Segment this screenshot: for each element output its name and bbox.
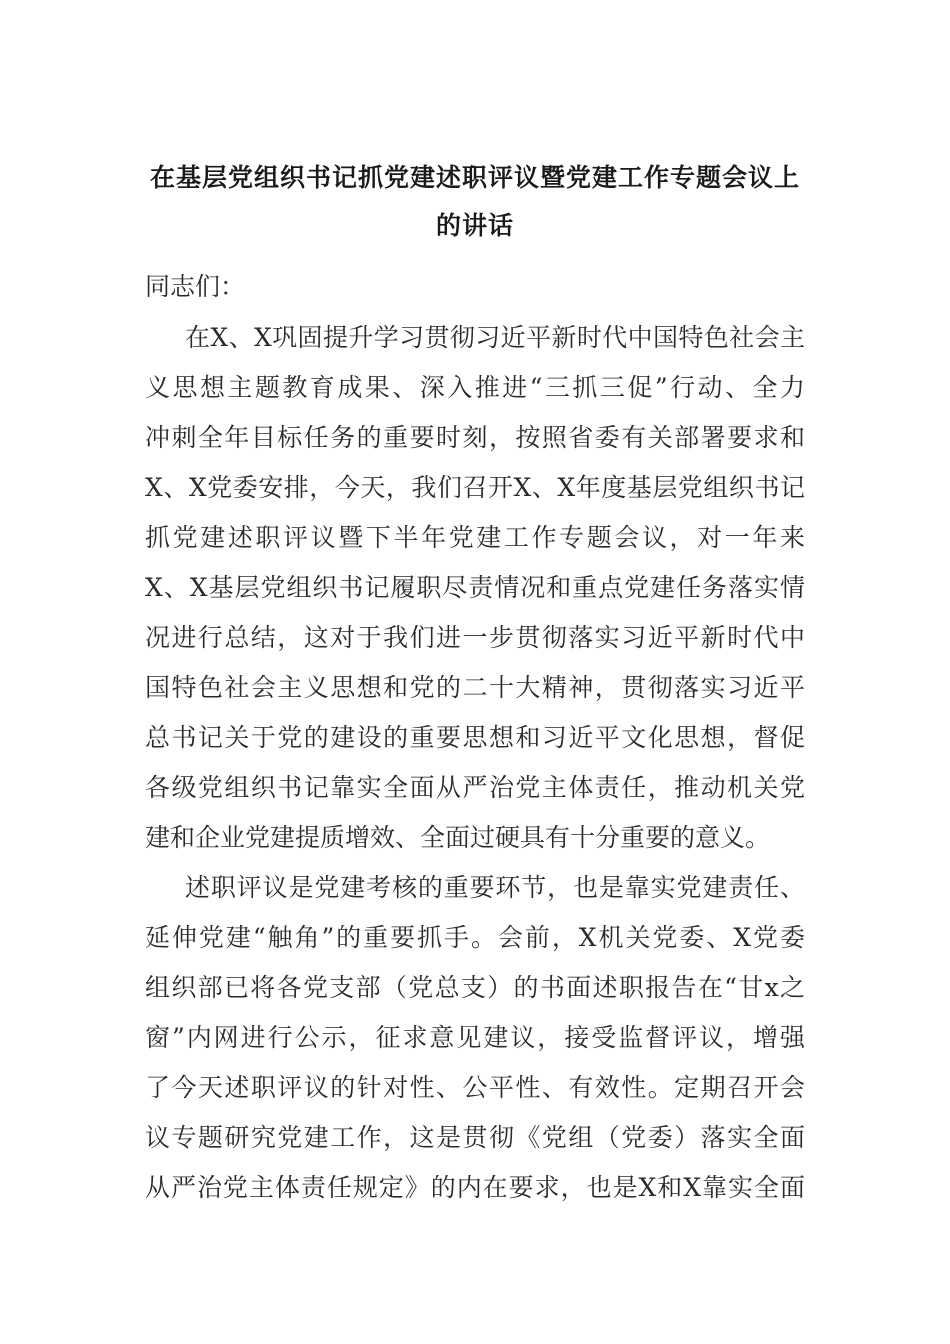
paragraph-line: 建和企业党建提质增效、全面过硬具有十分重要的意义。	[145, 823, 771, 852]
paragraph-line: 延伸党建“触角”的重要抓手。会前，X机关党委、X党委	[145, 923, 805, 952]
paragraph-line: 各级党组织书记靠实全面从严治党主体责任，推动机关党	[145, 773, 805, 802]
paragraph-line: 抓党建述职评议暨下半年党建工作专题会议，对一年来	[145, 523, 805, 552]
paragraph-line: 议专题研究党建工作，这是贯彻《党组（党委）落实全面	[145, 1123, 805, 1152]
document-title-line-1: 在基层党组织书记抓党建述职评议暨党建工作专题会议上	[150, 163, 801, 192]
paragraph-line: 组织部已将各党支部（党总支）的书面述职报告在“甘x之	[145, 973, 805, 1002]
document-title-line-2: 的讲话	[435, 211, 514, 240]
paragraph-line: 总书记关于党的建设的重要思想和习近平文化思想，督促	[145, 723, 805, 752]
paragraph-line: 国特色社会主义思想和党的二十大精神，贯彻落实习近平	[145, 673, 805, 702]
paragraph-line: X、X基层党组织书记履职尽责情况和重点党建任务落实情	[145, 573, 805, 602]
paragraph-line: 况进行总结，这对于我们进一步贯彻落实习近平新时代中	[145, 623, 805, 652]
paragraph-line: 了今天述职评议的针对性、公平性、有效性。定期召开会	[145, 1073, 805, 1102]
paragraph-line: 冲刺全年目标任务的重要时刻，按照省委有关部署要求和	[145, 423, 805, 452]
paragraph-line: X、X党委安排，今天，我们召开X、X年度基层党组织书记	[145, 473, 805, 502]
paragraph-line: 义思想主题教育成果、深入推进“三抓三促”行动、全力	[145, 373, 805, 402]
salutation: 同志们：	[145, 272, 246, 301]
paragraph-line: 从严治党主体责任规定》的内在要求，也是X和X靠实全面	[145, 1173, 805, 1202]
paragraph-line: 述职评议是党建考核的重要环节，也是靠实党建责任、	[185, 873, 805, 902]
paragraph-line: 窗”内网进行公示，征求意见建议，接受监督评议，增强	[145, 1023, 805, 1052]
paragraph-line: 在X、X巩固提升学习贯彻习近平新时代中国特色社会主	[185, 323, 805, 352]
